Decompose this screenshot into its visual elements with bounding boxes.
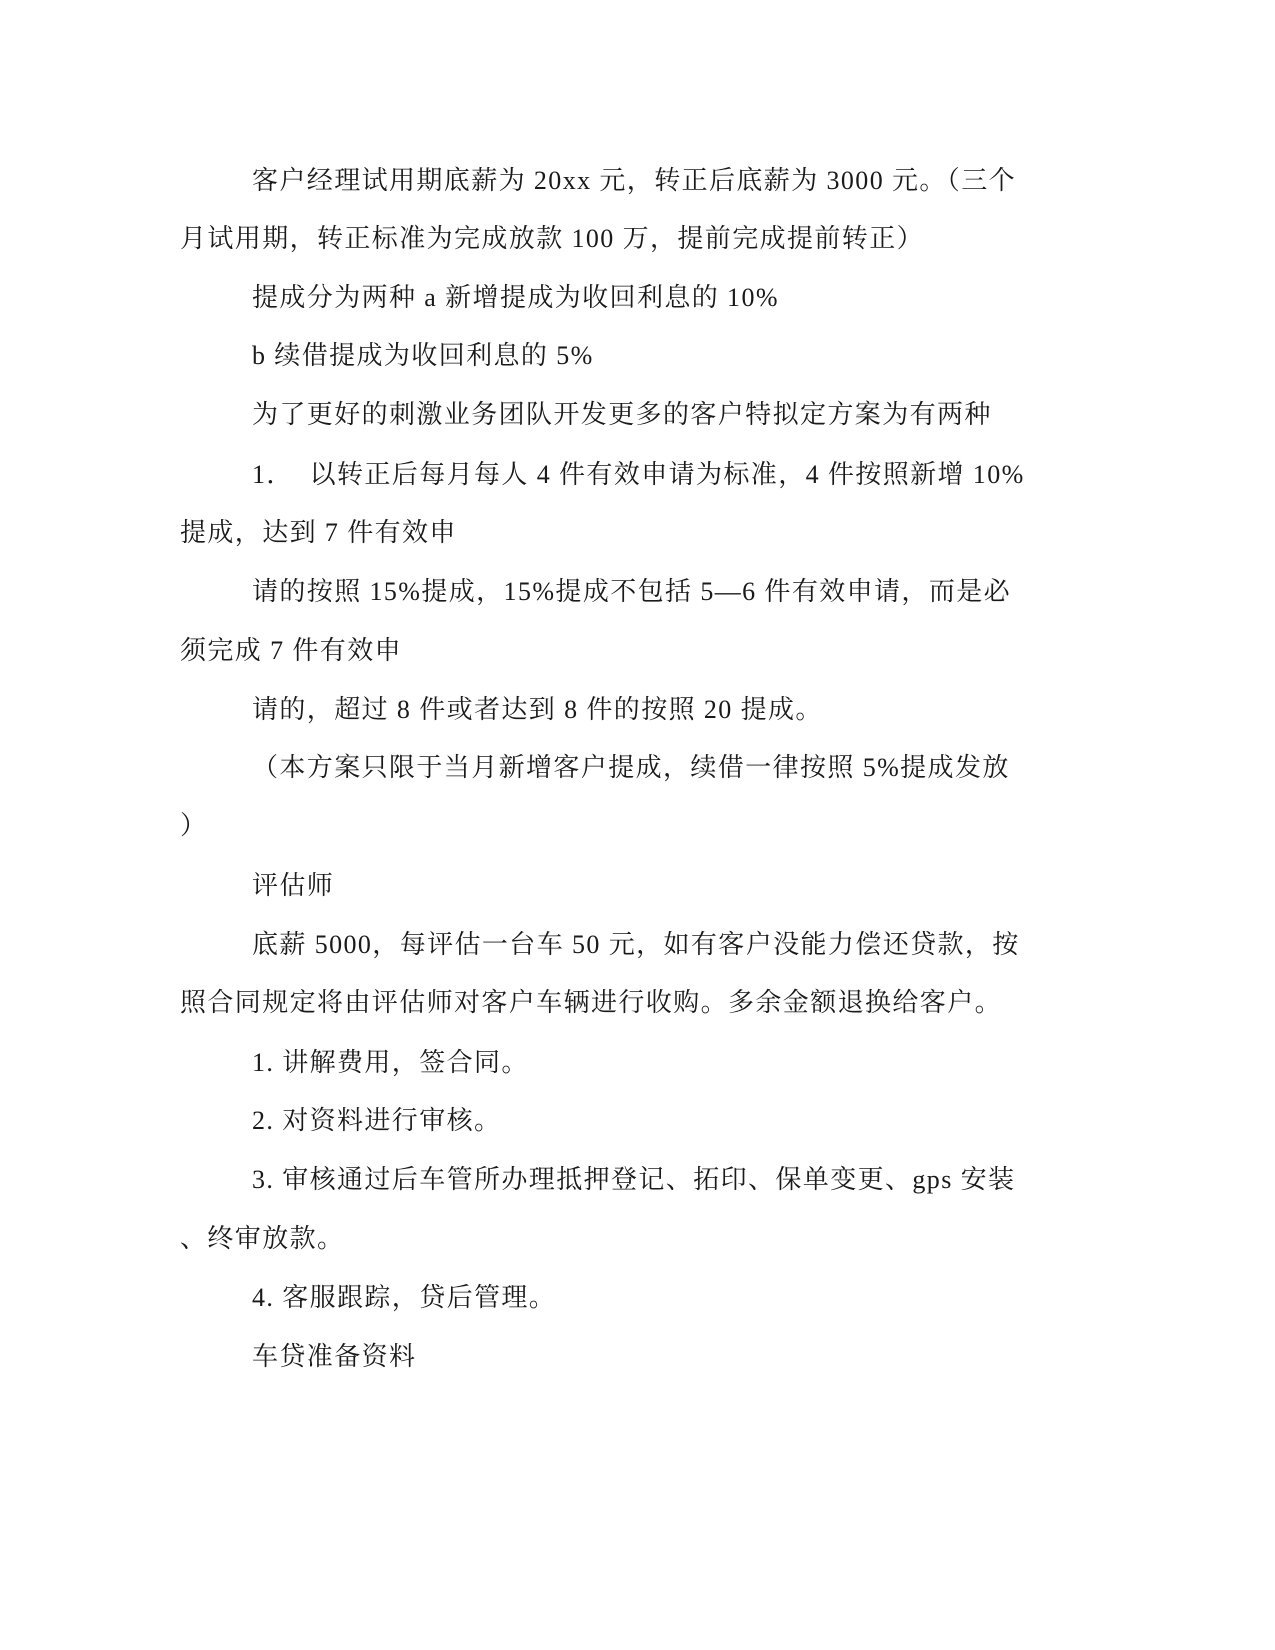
paragraph-line: 提成分为两种 a 新增提成为收回利息的 10% [252, 283, 779, 312]
list-item: 1. 讲解费用，签合同。 [252, 1048, 529, 1077]
paragraph-line: 为了更好的刺激业务团队开发更多的客户特拟定方案为有两种 [252, 400, 992, 429]
list-item: 2. 对资料进行审核。 [252, 1106, 502, 1135]
paragraph-line: 1． 以转正后每月每人 4 件有效申请为标准，4 件按照新增 10% [252, 460, 1025, 489]
section-heading: 评估师 [252, 871, 335, 900]
list-item: 4. 客服跟踪，贷后管理。 [252, 1283, 557, 1312]
paragraph-line: 客户经理试用期底薪为 20xx 元，转正后底薪为 3000 元。（三个 [252, 166, 1017, 195]
paragraph-line: 底薪 5000，每评估一台车 50 元，如有客户没能力偿还贷款，按 [252, 930, 1020, 959]
paragraph-line: （本方案只限于当月新增客户提成，续借一律按照 5%提成发放 [252, 753, 1010, 782]
section-heading: 车贷准备资料 [252, 1342, 417, 1371]
paragraph-line: 提成，达到 7 件有效申 [180, 518, 457, 547]
list-item-continuation: 、终审放款。 [180, 1224, 345, 1253]
paragraph-line: 请的按照 15%提成，15%提成不包括 5—6 件有效申请，而是必 [252, 577, 1012, 606]
paragraph-line: 照合同规定将由评估师对客户车辆进行收购。多余金额退换给客户。 [180, 988, 1003, 1017]
paragraph-line: b 续借提成为收回利息的 5% [252, 341, 594, 370]
paragraph-line: 月试用期，转正标准为完成放款 100 万，提前完成提前转正） [180, 224, 925, 253]
paragraph-line: 须完成 7 件有效申 [180, 636, 403, 665]
list-item: 3. 审核通过后车管所办理抵押登记、拓印、保单变更、gps 安装 [252, 1165, 1016, 1194]
paragraph-line: 请的，超过 8 件或者达到 8 件的按照 20 提成。 [252, 695, 823, 724]
paragraph-line: ） [180, 811, 208, 840]
